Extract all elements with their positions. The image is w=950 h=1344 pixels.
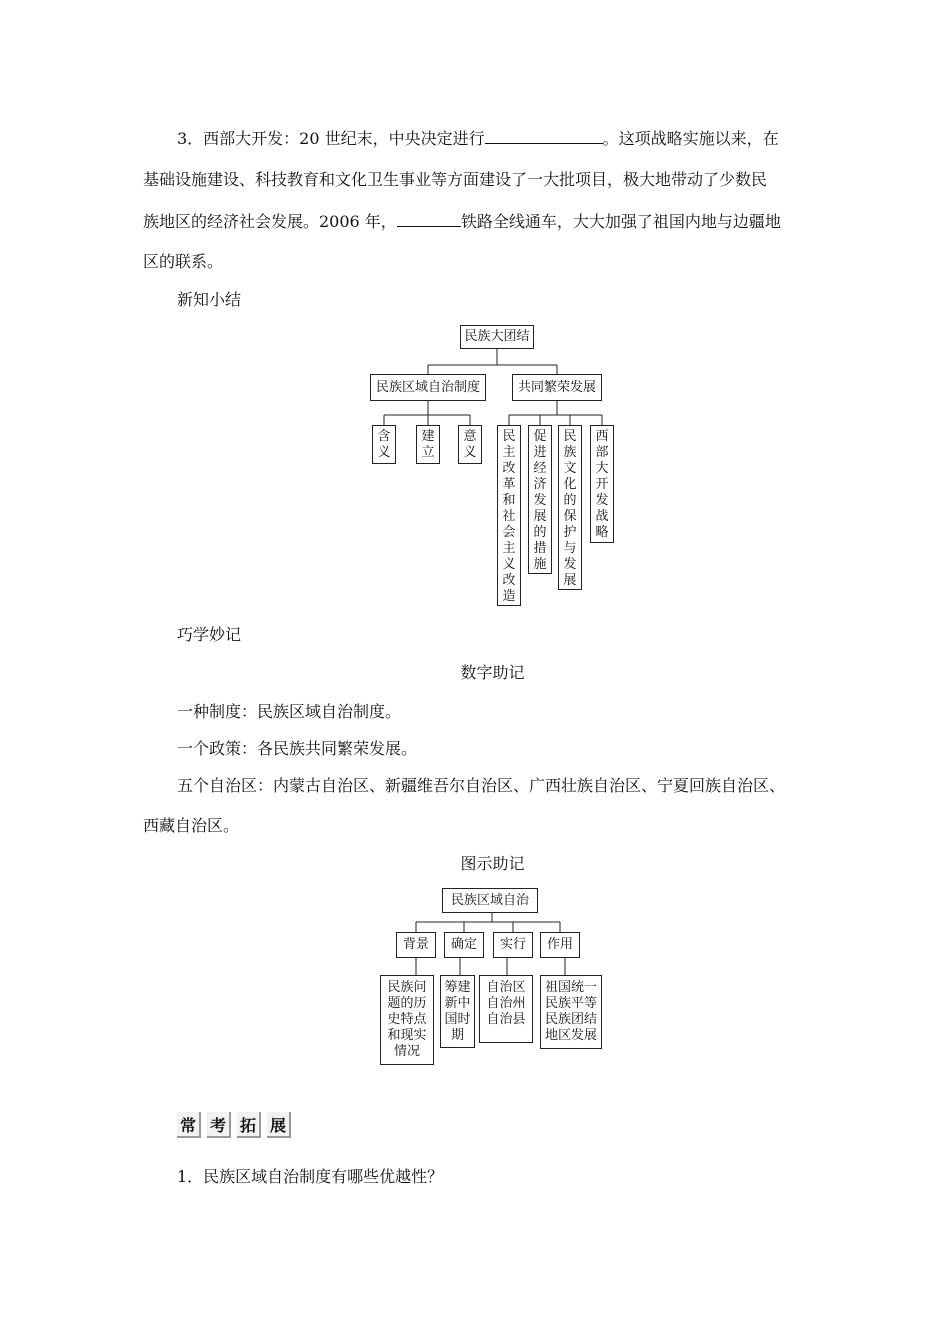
text-segment: 族地区的经济社会发展。2006 年，	[143, 212, 397, 231]
tree-leaf-node	[479, 975, 533, 1043]
section-heading: 新知小结	[177, 290, 242, 309]
subsection-title: 数字助记	[460, 663, 525, 682]
tree-leaf-node	[416, 425, 440, 464]
tree-leaf-node	[528, 425, 552, 574]
tree-branch-node	[396, 932, 436, 958]
detail-label: 民族问 题的历 史特点 和现实 情况	[387, 980, 427, 1059]
tree-leaf-node	[590, 425, 614, 543]
detail-label: 自治区 自治州 自治县	[486, 980, 526, 1027]
vertical-label: 建 立	[421, 429, 435, 460]
memo-line: 一种制度：民族区域自治制度。	[177, 702, 402, 721]
section-heading: 巧学妙记	[177, 625, 242, 644]
vertical-label: 促 进 经 济 发 展 的 措 施	[533, 429, 547, 572]
vertical-label: 民 族 文 化 的 保 护 与 发 展	[563, 429, 577, 588]
tree-leaf-node	[497, 425, 521, 606]
section-badge: 考	[207, 1112, 231, 1138]
tree-branch-node	[493, 932, 533, 958]
section-badge: 拓	[237, 1112, 261, 1138]
tree-branch-node: 共同繁荣发展	[512, 374, 602, 401]
branch-label: 背景	[402, 937, 429, 952]
text-segment: 。这项战略实施以来，在	[602, 129, 779, 148]
tree-branch-node: 民族区域自治制度	[370, 374, 486, 401]
text-segment: 3．西部大开发：20 世纪末，中央决定进行	[177, 129, 485, 148]
section-badge-group	[177, 1112, 291, 1138]
tree-leaf-node	[440, 975, 475, 1048]
vertical-label: 民 主 改 革 和 社 会 主 义 改 造	[502, 429, 516, 604]
vertical-label: 意 义	[463, 429, 477, 460]
tree-root-node: 民族区域自治	[442, 888, 538, 913]
detail-label: 筹建 新中 国时 期	[444, 980, 471, 1043]
tree-root-node: 民族大团结	[460, 325, 534, 349]
memo-line: 一个政策：各民族共同繁荣发展。	[177, 739, 418, 758]
branch-label: 作用	[546, 937, 573, 952]
vertical-label: 西 部 大 开 发 战 略	[595, 429, 609, 540]
branch-label: 确定	[450, 937, 477, 952]
subsection-title: 图示助记	[460, 854, 525, 873]
section-badge: 常	[177, 1112, 201, 1138]
branch-label: 实行	[499, 937, 526, 952]
tree-leaf-node	[458, 425, 482, 464]
paragraph-line: 基础设施建设、科技教育和文化卫生事业等方面建设了一大批项目，极大地带动了少数民	[143, 170, 768, 189]
question-line: 1．民族区域自治制度有哪些优越性？	[177, 1167, 444, 1186]
text-segment: 铁路全线通车，大大加强了祖国内地与边疆地	[460, 212, 781, 231]
detail-label: 祖国统一 民族平等 民族团结 地区发展	[544, 980, 597, 1043]
memo-line: 西藏自治区。	[143, 816, 240, 835]
memo-line: 五个自治区：内蒙古自治区、新疆维吾尔自治区、广西壮族自治区、宁夏回族自治区、	[177, 776, 786, 795]
tree-branch-node	[444, 932, 484, 958]
tree-leaf-node	[372, 425, 396, 464]
tree-branch-node	[540, 932, 580, 958]
tree-leaf-node	[558, 425, 582, 590]
section-badge: 展	[267, 1112, 291, 1138]
vertical-label: 含 义	[377, 429, 391, 460]
tree-leaf-node	[380, 975, 434, 1065]
tree-leaf-node	[540, 975, 602, 1049]
paragraph-line: 区的联系。	[143, 252, 224, 271]
